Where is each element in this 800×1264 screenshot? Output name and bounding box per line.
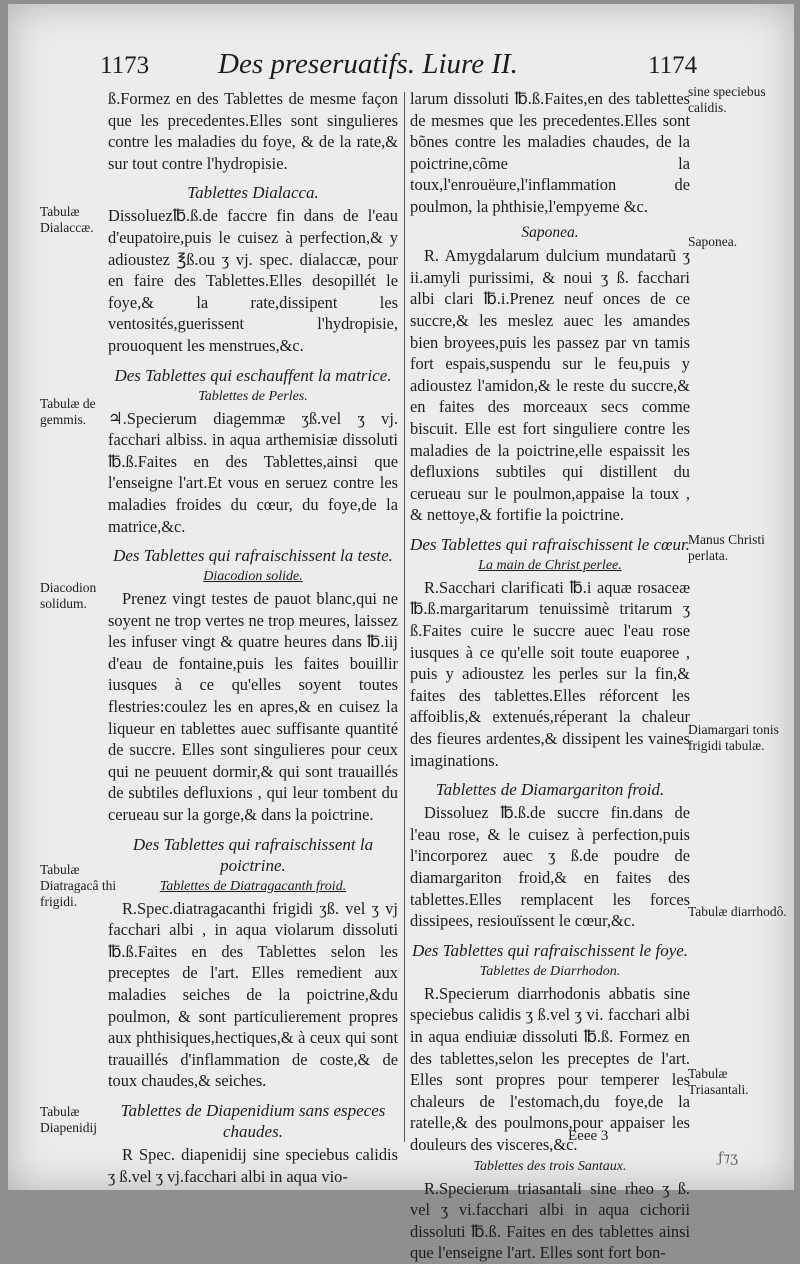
margin-note-diacodion: Diacodion solidum. xyxy=(40,580,97,611)
running-head: Des preseruatifs. Liure II. xyxy=(218,48,518,80)
main-christ-heading: La main de Christ perlee. xyxy=(478,557,622,573)
margin-note-diamargari: Diamargari tonis frigidi tabulæ. xyxy=(688,722,779,753)
margin-note-diatragacantha: Tabulæ Diatragacâ thi frigidi. xyxy=(40,862,117,909)
diatragacanth-heading: Tablettes de Diatragacanth froid. xyxy=(159,878,347,894)
dialacca-paragraph: Dissoluez℔.ß.de faccre fin dans de l'eau d'eupatoire,puis le cuisez à perfection,& y adioustez ℥ß.ou ʒ vj. spec. dialaccæ, pour en faire des Tablettes.Elles desopillét le foye,& la rate,dissipent les ventosités,guerissent l'hydropisie, prouoquent les menstrues,&c. xyxy=(108,206,398,355)
diacodion-heading: Diacodion solide. xyxy=(203,569,303,585)
ink-mark: ƒ⁊ʒ xyxy=(718,1150,739,1166)
diapenidium-heading: Tablettes de Diapenidium sans especes chaudes. xyxy=(120,1100,386,1141)
margin-note-diarrhodo: Tabulæ diarrhodô. xyxy=(688,904,787,919)
perles-paragraph: ♃.Specierum diagemmæ ʒß.vel ʒ vj. facchari albiss. in aqua arthemisiæ dissoluti ℔.ß.Faites en des Tablettes,ainsi que l'enseigne l'art.Et vous en seruez contre les maladies froides du cœur, du foye,de la matrice,&c. xyxy=(108,408,398,536)
margin-note-diapenidij: Tabulæ Diapenidij xyxy=(40,1104,97,1135)
right-page-number: 1174 xyxy=(648,52,698,79)
right-intro-paragraph: larum dissoluti ℔.ß.Faites,en des tablettes de mesmes que les precedentes.Elles sont bõnes contre les maladies chaudes, de la poictrine,cõme la toux,l'enrouëure,l'inflammation de poulmon, la phthisie,l'empyeme &c. xyxy=(410,89,690,216)
santaux-heading: Tablettes des trois Santaux. xyxy=(473,1158,627,1174)
foye-heading: Des Tablettes qui rafraischissent le foye. xyxy=(411,940,689,960)
diamargariton-heading: Tablettes de Diamargariton froid. xyxy=(435,780,665,800)
teste-heading: Des Tablettes qui rafraischissent la teste. xyxy=(113,546,393,566)
margin-note-triasantali: Tabulæ Triasantali. xyxy=(688,1066,749,1097)
saponea-heading: Saponea. xyxy=(521,223,579,241)
diatragacanth-paragraph: R.Spec.diatragacanthi frigidi ʒß. vel ʒ vj facchari albi , in aqua violarum dissoluti ℔.ß.Faites en des Tablettes selon les preceptes de l'art. Elles remedient aux maladies seiches de la poictrine,&du poulmon, & sont particulierement propres aux phthisiques,hectiques,& à ceux qui sont trauaillés d'inflammation de coste,& de toux chaudes,& seiches. xyxy=(108,898,398,1091)
matrice-heading: Des Tablettes qui eschauffent la matrice. xyxy=(114,365,392,385)
left-page-number: 1173 xyxy=(100,52,150,79)
signature-mark: Eeee 3 xyxy=(568,1128,609,1144)
left-column xyxy=(108,88,398,1187)
diacodion-paragraph: Prenez vingt testes de pauot blanc,qui ne soyent ne trop vertes ne trop meures, laissez les infuser vingt & quatre heures dans ℔.iij d'eau de fontaine,puis les faites bouillir iusques à ce qu'elles soyent toutes flestries:coulez les en apres,& en cuisez la liqueur en tablettes auec suffisante quantité de succre. Elles sont singulieres pour ceux qui ne peuuent dormir,& qui sont trauaillés de subtiles defluxions , qui leur tombent du cerueau sur la gorge,& dans la poictrine. xyxy=(108,589,398,825)
margin-note-manus: Manus Christi perlata. xyxy=(688,532,765,563)
column-divider xyxy=(404,92,405,1142)
book-page xyxy=(8,4,794,1263)
perles-heading: Tablettes de Perles. xyxy=(198,388,308,404)
diamargariton-paragraph: Dissoluez ℔.ß.de succre fin.dans de l'eau rose, & le cuisez à perfection,puis l'incorporez auec ʒ ß.de poudre de diamargariton froid,& en faites des tablettes.Elles remplacent les forces dissipees, resiouïssent le cœur,&c. xyxy=(410,803,690,931)
diarrhodon-heading: Tablettes de Diarrhodon. xyxy=(479,963,621,979)
left-intro-paragraph: ß.Formez en des Tablettes de mesme façon que les precedentes.Elles sont singulieres contre les maladies du foye, & de la rate,& sur tout contre l'hydropisie. xyxy=(108,89,398,173)
margin-note-saponea: Saponea. xyxy=(688,234,738,249)
main-christ-paragraph: R.Sacchari clarificati ℔.i aquæ rosaceæ ℔.ß.margaritarum tenuissimè tritarum ʒ ß.Faites cuire le succre auec l'eau rose iusques à ce qu'elle soit toute euaporee , puis y adioustez les perles sur la fin,& faites des tablettes.Elles réforcent les affoiblis,& extenués,réperant la chaleur des fieures ardentes,& dissipent les vaines imaginations. xyxy=(410,577,690,770)
right-column xyxy=(410,88,690,1264)
santaux-paragraph: R.Specierum triasantali sine rheo ʒ ß. vel ʒ vi.facchari albi in aqua cichorii dissoluti ℔.ß. Faites en des tablettes ainsi que l'enseigne l'art. Elles sont fort bon- xyxy=(410,1178,690,1263)
margin-note-calidis: sine speciebus calidis. xyxy=(688,84,766,115)
diarrhodon-paragraph: R.Specierum diarrhodonis abbatis sine speciebus calidis ʒ ß.vel ʒ vi. facchari albi in aqua endiuiæ dissoluti ℔.ß. Formez en des tablettes,selon les preceptes de l'art. Elles sont propres pour temperer les chaleurs de l'estomach,du foye,de la ratelle,& des poulmons,pour appaiser les douleurs des visceres,&c. xyxy=(410,983,690,1154)
page-header xyxy=(8,48,794,86)
coeur-heading: Des Tablettes qui rafraischissent le cœur. xyxy=(410,534,690,554)
diapenidium-paragraph: R Spec. diapenidij sine speciebus calidis ʒ ß.vel ʒ vj.facchari albi in aqua vio- xyxy=(108,1144,398,1186)
dialacca-heading: Tablettes Dialacca. xyxy=(187,183,319,203)
margin-note-gemmis: Tabulæ de gemmis. xyxy=(40,396,96,427)
saponea-paragraph: R. Amygdalarum dulcium mundatarũ ʒ ii.amyli purissimi, & noui ʒ ß. facchari albi clari ℔.i.Prenez neuf onces de ce succre,& les meslez auec les amandes bien broyees,puis les passez par vn tamis fort espais,suspendu sur le feu,puis y adioustez l'amidon,& le reste du succre,& en faites des morceaux secs comme biscuit. Elle est fort singuliere contre les maladies de la poictrine,elle espaissit les defluxions subtiles qui distillent du cerueau sur le poulmon,appaise la toux , & nettoye,& fortifie la poictrine. xyxy=(410,246,690,525)
margin-note-dialacca: Tabulæ Dialaccæ. xyxy=(40,204,94,235)
poictrine-heading: Des Tablettes qui rafraischissent la poictrine. xyxy=(132,834,374,875)
